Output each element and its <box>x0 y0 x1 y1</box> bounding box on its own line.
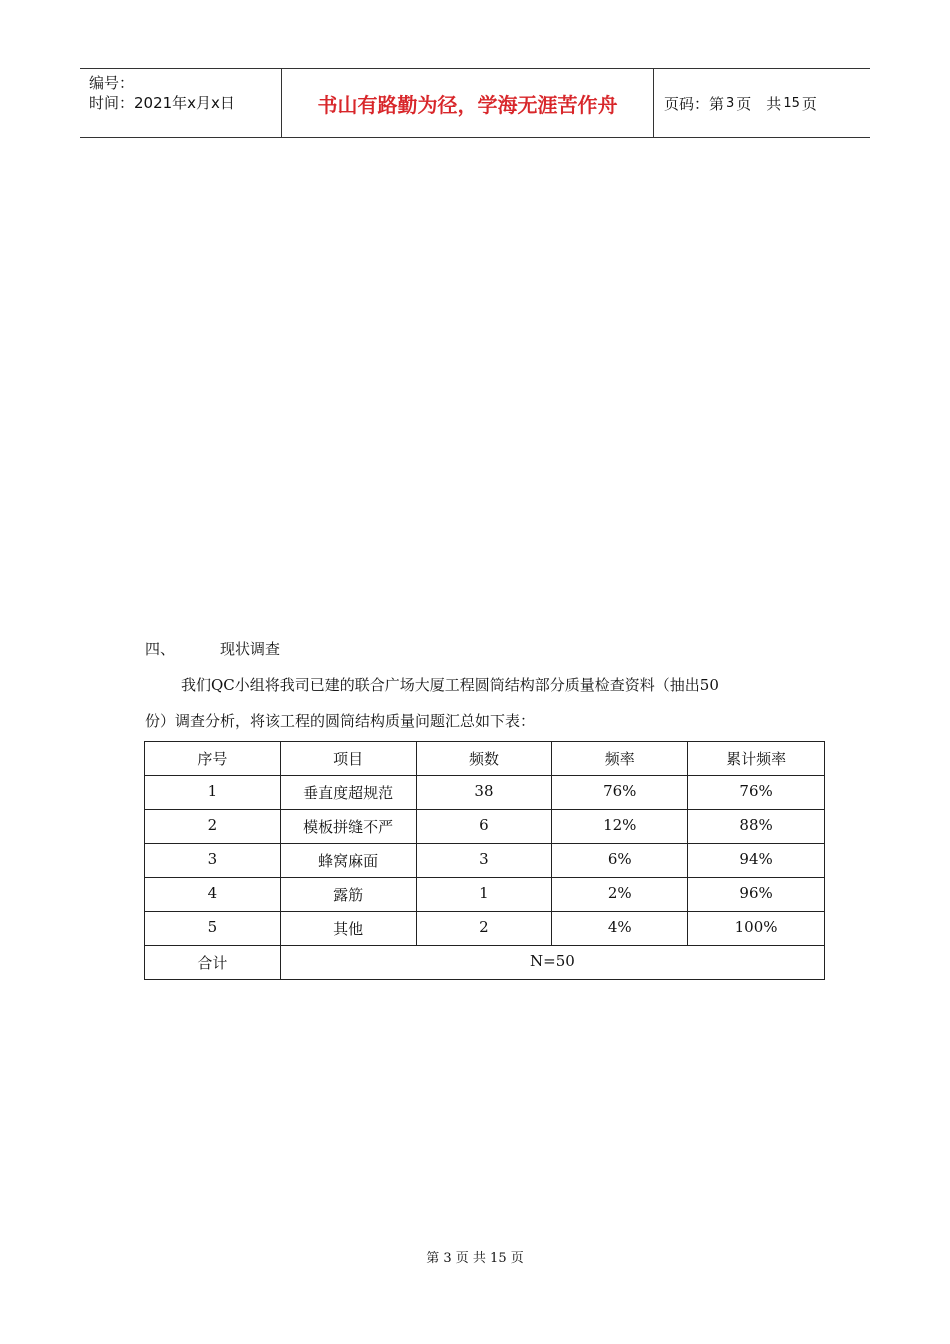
table-row <box>145 810 825 844</box>
table-cell: 露筋 <box>280 878 416 912</box>
table-cell: 88% <box>688 810 825 844</box>
table-total-row <box>145 946 825 980</box>
table-header-row <box>145 742 825 776</box>
table-cell: 蜂窝麻面 <box>280 844 416 878</box>
paragraph-line-2: 份）调查分析，将该工程的圆筒结构质量问题汇总如下表： <box>145 712 536 730</box>
header-cell: 序号 <box>145 742 281 776</box>
table-cell: 76% <box>552 776 688 810</box>
section-title: 现状调查 <box>220 640 281 658</box>
header-motto: 书山有路勤为径，学海无涯苦作舟 <box>281 69 654 137</box>
page-label: 页码：第 <box>664 94 725 113</box>
table-cell: 4 <box>145 878 281 912</box>
page-header <box>80 68 870 138</box>
header-meta <box>80 69 281 137</box>
table-cell: 38 <box>416 776 552 810</box>
table-cell: 1 <box>416 878 552 912</box>
table-cell: 5 <box>145 912 281 946</box>
table-row <box>145 912 825 946</box>
document-time: 时间：2021年x月x日 <box>89 94 235 112</box>
header-page-info <box>654 69 870 137</box>
section-heading <box>145 638 280 659</box>
table-row <box>145 844 825 878</box>
table-cell: 12% <box>552 810 688 844</box>
table-cell: 垂直度超规范 <box>280 776 416 810</box>
table-cell: 2 <box>416 912 552 946</box>
table-cell: 6 <box>416 810 552 844</box>
table-cell: 3 <box>145 844 281 878</box>
page-end: 页 <box>801 94 817 113</box>
paragraph-line-1: 我们QC小组将我司已建的联合广场大厦工程圆筒结构部分质量检查资料（抽出50 <box>181 676 719 694</box>
quality-issues-table <box>144 741 825 980</box>
table-cell: 100% <box>688 912 825 946</box>
table-cell: 76% <box>688 776 825 810</box>
table-row <box>145 776 825 810</box>
table-body <box>145 742 825 980</box>
table-cell: 1 <box>145 776 281 810</box>
table-cell: 模板拼缝不严 <box>280 810 416 844</box>
section-number: 四、 <box>145 640 176 658</box>
header-cell: 频数 <box>416 742 552 776</box>
table-cell: 96% <box>688 878 825 912</box>
total-label-cell: 合计 <box>145 946 281 980</box>
table-cell: 2 <box>145 810 281 844</box>
table-cell: 其他 <box>280 912 416 946</box>
header-cell: 项目 <box>280 742 416 776</box>
total-value-cell: N=50 <box>280 946 824 980</box>
table-cell: 3 <box>416 844 552 878</box>
page-mid: 页 共 <box>736 94 782 113</box>
page-footer: 第 3 页 共 15 页 <box>426 1251 524 1266</box>
page-current: 3 <box>726 95 735 111</box>
header-cell: 频率 <box>552 742 688 776</box>
table-row <box>145 878 825 912</box>
table-cell: 4% <box>552 912 688 946</box>
document-id-label: 编号： <box>89 74 135 92</box>
table-cell: 6% <box>552 844 688 878</box>
table-cell: 94% <box>688 844 825 878</box>
header-cell: 累计频率 <box>688 742 825 776</box>
page-total: 15 <box>783 95 800 111</box>
table-cell: 2% <box>552 878 688 912</box>
